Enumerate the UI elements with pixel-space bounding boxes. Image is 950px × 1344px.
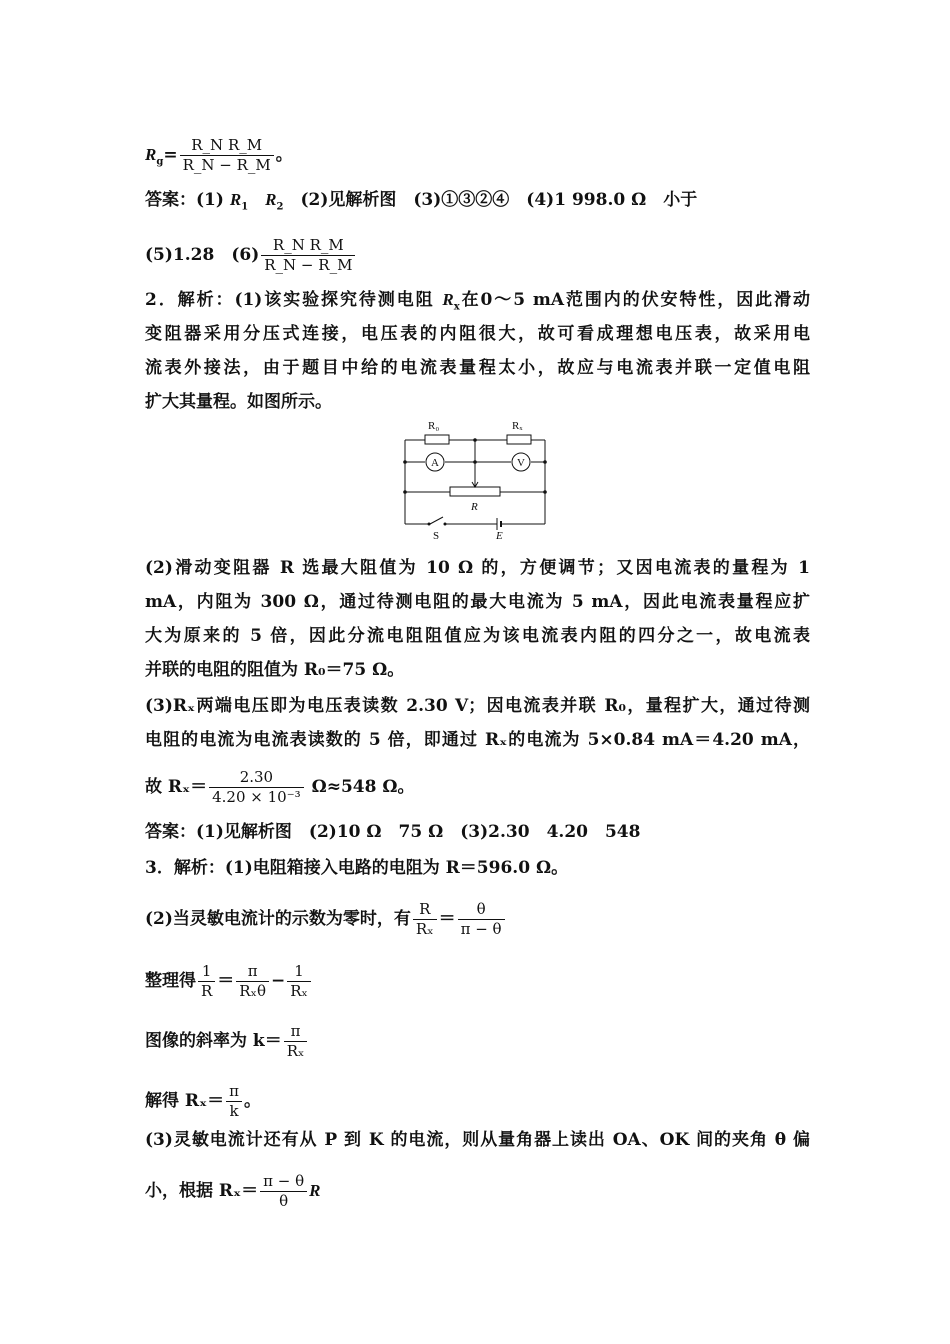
label-ammeter: A: [431, 457, 439, 469]
q3-line-7: [145, 1172, 810, 1211]
q3-l7-a: 小，根据 Rₓ＝: [145, 1181, 259, 1201]
q3-l2-a: (2)当灵敏电流计的示数为零时，有: [145, 909, 411, 929]
q3-l2-n2: θ: [458, 900, 505, 920]
rheostat: [450, 487, 500, 496]
answer-1-frac-num: R_N R_M: [261, 236, 355, 256]
q3-l4-n: π: [284, 1022, 308, 1042]
q3-l5-d: k: [229, 1102, 239, 1120]
q2-l11-a: 故 Rₓ＝: [145, 777, 208, 797]
q2-line-9: (3)Rₓ两端电压即为电压表读数 2.30 V；因电流表并联 R₀，量程扩大，通过待测: [145, 696, 810, 716]
q3-l2-frac-2: [458, 900, 505, 939]
circuit-diagram: [395, 412, 555, 542]
q2-line-5: (2)滑动变阻器 R 选最大阻值为 10 Ω 的，方便调节；又因电流表的量程为 1: [145, 558, 810, 578]
q3-l3-frac-3: [287, 962, 311, 1001]
q3-line-5: [145, 1082, 810, 1121]
q2-answer: 答案：(1)见解析图 (2)10 Ω 75 Ω (3)2.30 4.20 548: [145, 822, 641, 842]
q3-l5-a: 解得 Rₓ＝: [145, 1091, 225, 1111]
q3-l3-n1: 1: [198, 962, 215, 982]
q3-l7-n: π − θ: [260, 1172, 307, 1192]
label-r0: R₀: [428, 420, 440, 432]
q3-l5-n: π: [226, 1082, 242, 1102]
label-rx: Rₓ: [512, 420, 523, 432]
q3-l3-n2: π: [236, 962, 269, 982]
rg-den: R_N − R_M: [182, 156, 271, 174]
q3-l2-eq: ＝: [438, 909, 456, 929]
q2-line-2: 变阻器采用分压式连接，电压表的内阻很大，故可看成理想电压表，故采用电: [145, 324, 810, 344]
rg-num: R_N R_M: [180, 136, 274, 156]
label-switch: S: [433, 530, 440, 542]
q3-l3-frac-1: [198, 962, 215, 1001]
q2-l11-b: Ω≈548 Ω。: [311, 777, 415, 797]
q2-line-1: 2．解析：(1)该实验探究待测电阻 $R_x$在0～5 mA范围内的伏安特性，因此滑动: [145, 290, 810, 313]
q3-l7-end: R: [309, 1181, 321, 1200]
answer-1-part-1: (1): [196, 190, 224, 210]
q3-l3-d1: R: [201, 982, 213, 1000]
q3-line-4: [145, 1022, 810, 1061]
q2-line-7: 大为原来的 5 倍，因此分流电阻阻值应为该电流表内阻的四分之一，故电流表: [145, 626, 810, 646]
q3-line-2: [145, 900, 810, 939]
q3-l5-frac: [226, 1082, 242, 1121]
switch: [430, 517, 443, 524]
q3-l3-a: 整理得: [145, 971, 196, 991]
answer-1-line-1: 答案：(1) $R_1$ $R_2$ (2)见解析图 (3)①③②④ (4)1 998.0 Ω 小于: [145, 190, 698, 213]
q3-l3-d3: Rₓ: [290, 982, 308, 1000]
q2-fraction: [209, 768, 304, 807]
rg-formula: [145, 136, 810, 175]
q3-l2-d1: Rₓ: [415, 920, 434, 938]
q2-number: 2．: [145, 290, 178, 310]
q3-l5-end: 。: [243, 1091, 261, 1111]
q3-line-3: [145, 962, 810, 1001]
q3-l3-eq: ＝: [217, 971, 235, 991]
rg-eq: =: [163, 145, 178, 165]
q3-l2-n1: R: [413, 900, 437, 920]
q3-l4-d: Rₓ: [286, 1042, 305, 1060]
q3-line-1: 3．解析：(1)电阻箱接入电路的电阻为 R＝596.0 Ω。: [145, 858, 569, 878]
q3-l3-n3: 1: [287, 962, 311, 982]
answer-1-frac-den: R_N − R_M: [264, 256, 353, 274]
rx-resistor: [507, 435, 531, 444]
q3-l3-minus: −: [270, 971, 286, 991]
q3-line-6: (3)灵敏电流计还有从 P 到 K 的电流，则从量角器上读出 OA、OK 间的夹角 θ 偏: [145, 1130, 810, 1150]
label-rheostat: R: [471, 501, 478, 513]
answer-1-fraction: [261, 236, 355, 275]
q3-l2-frac-1: [413, 900, 437, 939]
label-voltmeter: V: [517, 457, 525, 469]
q3-l7-frac: [260, 1172, 307, 1211]
answer-label: 答案：: [145, 190, 196, 210]
q3-l2-d2: π − θ: [460, 920, 502, 938]
rg-var: R: [145, 145, 157, 164]
q2-frac-den: 4.20 × 10⁻³: [212, 788, 301, 806]
q3-l3-d2: Rₓθ: [239, 982, 266, 1000]
q2-line-10: 电阻的电流为电流表读数的 5 倍，即通过 Rₓ的电流为 5×0.84 mA＝4.20 mA，: [145, 730, 810, 750]
q3-l7-d: θ: [279, 1192, 289, 1210]
q2-line-4: 扩大其量程。如图所示。: [145, 392, 332, 412]
rg-end: 。: [275, 145, 293, 165]
q2-line-6: mA，内阻为 300 Ω，通过待测电阻的最大电流为 5 mA，因此电流表量程应扩: [145, 592, 810, 612]
r0-resistor: [425, 435, 449, 444]
q2-label: 解析：: [177, 290, 235, 310]
q2-l1-b: 在0～5 mA范围内的伏安特性，因此滑动: [459, 290, 810, 310]
q3-l4-frac: [284, 1022, 308, 1061]
label-battery: E: [496, 530, 503, 542]
q2-l1-a: (1)该实验探究待测电阻: [234, 290, 435, 310]
q3-l4-a: 图像的斜率为 k＝: [145, 1031, 282, 1051]
answer-1-part-3: (5)1.28 (6): [145, 245, 260, 265]
q2-frac-num: 2.30: [209, 768, 304, 788]
answer-1-part-2: (2)见解析图 (3)①③②④ (4)1 998.0 Ω 小于: [300, 190, 698, 210]
q2-line-8: 并联的电阻的阻值为 R₀＝75 Ω。: [145, 660, 405, 680]
q3-l3-frac-2: [236, 962, 269, 1001]
rg-fraction: [180, 136, 274, 175]
answer-1-line-2: [145, 236, 810, 275]
q2-line-11: [145, 768, 810, 807]
rg-sub: g: [156, 156, 164, 168]
q2-line-3: 流表外接法，由于题目中给的电流表量程太小，故应与电流表并联一定值电阻: [145, 358, 810, 378]
